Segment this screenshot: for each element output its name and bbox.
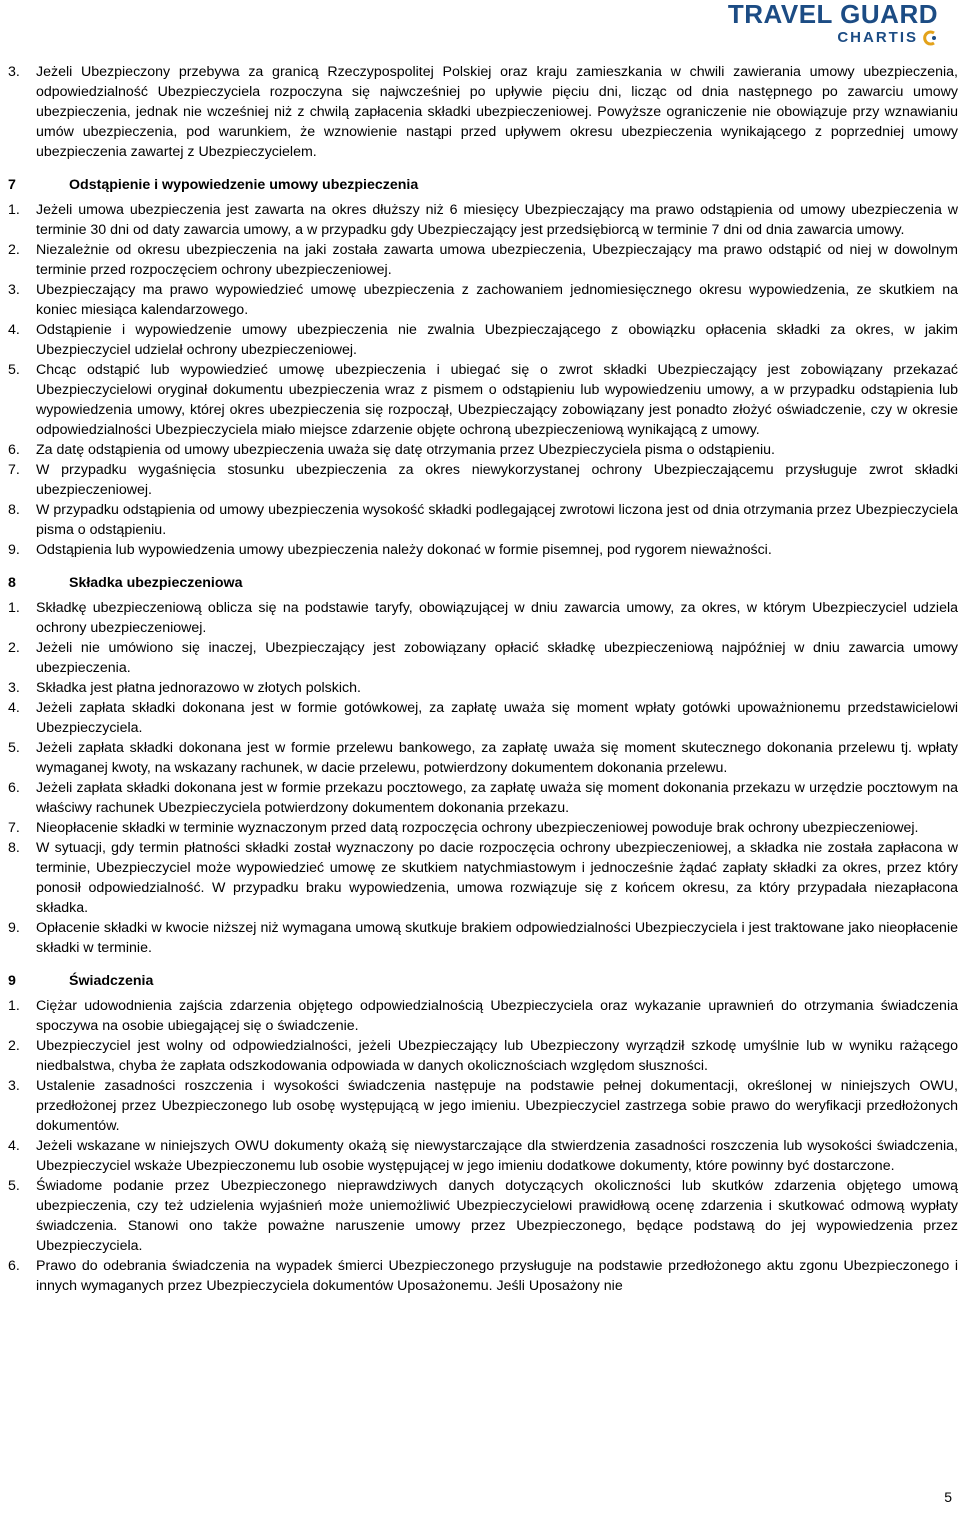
item-text: Ubezpieczyciel jest wolny od odpowiedzialności, jeżeli Ubezpieczający lub Ubezpieczony wyrządził szkodę umyślnie lub w wyniku rażącego niedbalstwa, chyba że zapłata odszkodowania odpowiada w danych okolicznościach względom słuszności. [36,1038,958,1074]
logo-subtitle-row [837,30,938,46]
item-number: 2. [8,242,20,258]
section-title: Składka ubezpieczeniowa [69,575,243,591]
item-text: Chcąc odstąpić lub wypowiedzieć umowę ubezpieczenia i ubiegać się o zwrot składki Ubezpieczający jest zobowiązany przekazać Ubezpieczycielowi oryginał dokumentu ubezpieczenia wraz z pismem o odstąpieniu lub wypowiedzeniu umowy, a w przypadku odstąpienia lub wypowiedzenia umowy, której okres ubezpieczenia się rozpoczął, Ubezpieczający zobowiązany jest ponadto złożyć oświadczenie, czy w okresie odpowiedzialności Ubezpieczyciela miało miejsce zdarzenie objęte ochroną ubezpieczeniową wynikającą z umowy. [36,362,958,438]
item-text: Odstąpienie i wypowiedzenie umowy ubezpieczenia nie zwalnia Ubezpieczającego z obowiązku opłacenia składki za okres, w jakim Ubezpieczyciel udzielał ochrony ubezpieczeniowej. [36,322,958,358]
item-text: Jeżeli umowa ubezpieczenia jest zawarta na okres dłuższy niż 6 miesięcy Ubezpieczający ma prawo odstąpienia od umowy ubezpieczenia w terminie 30 dni od daty zawarcia umowy, a w przypadku gdy Ubezpieczający jest przedsiębiorcą w terminie 7 dni od dnia zawarcia umowy. [36,202,958,238]
section-title: Świadczenia [69,973,154,989]
list-item [8,638,958,678]
list-item [8,540,958,560]
list-item [8,240,958,280]
item-text: Jeżeli zapłata składki dokonana jest w formie przekazu pocztowego, za zapłatę uważa się moment dokonania przekazu w urzędzie pocztowym na właściwy rachunek Ubezpieczyciela potwierdzony dokumentem dokonania przekazu. [36,780,958,816]
item-text: Za datę odstąpienia od umowy ubezpieczenia uważa się datę otrzymania przez Ubezpieczyciela pisma o odstąpieniu. [36,442,775,458]
section-number: 9 [8,973,16,989]
list-item [8,500,958,540]
item-number: 1. [8,998,20,1014]
item-text: Prawo do odebrania świadczenia na wypadek śmierci Ubezpieczonego przysługuje na podstawie przedłożonego aktu zgonu Ubezpieczonego i innych wymaganych przez Ubezpieczyciela dokumentów Uposażonemu. Jeśli Uposażony nie [36,1258,958,1294]
document-body [8,62,958,1296]
list-item [8,1176,958,1256]
list-item [8,778,958,818]
item-text: Ubezpieczający ma prawo wypowiedzieć umowę ubezpieczenia z zachowaniem jednomiesięcznego okresu wypowiedzenia, ze skutkiem na koniec miesiąca kalendarzowego. [36,282,958,318]
item-text: Jeżeli nie umówiono się inaczej, Ubezpieczający jest zobowiązany opłacić składkę ubezpieczeniową najpóźniej w dniu zawarcia umowy ubezpieczenia. [36,640,958,676]
list-item [8,320,958,360]
list-item [8,1256,958,1296]
list-item [8,918,958,958]
item-text: Ciężar udowodnienia zajścia zdarzenia objętego odpowiedzialnością Ubezpieczyciela oraz wykazanie uprawnień do otrzymania świadczenia spoczywa na osobie ubiegającej się o świadczenie. [36,998,958,1034]
list-item [8,818,958,838]
item-number: 3. [8,64,20,80]
page-number: 5 [944,1489,952,1505]
list-item [8,598,958,638]
section-title: Odstąpienie i wypowiedzenie umowy ubezpieczenia [69,177,419,193]
item-text: W sytuacji, gdy termin płatności składki został wyznaczony po dacie rozpoczęcia ochrony ubezpieczeniowej, a składka nie została zapłacona w terminie, Ubezpieczyciel może wypowiedzieć umowę ze skutkiem natychmiastowym i jednocześnie żądać zapłaty składki za okres, przez który ponosił odpowiedzialność. W przypadku braku wypowiedzenia, umowa rozwiązuje się z końcem okresu, za który przypadała niezapłacona składka. [36,840,958,916]
list-item [8,838,958,918]
item-text: Jeżeli zapłata składki dokonana jest w formie przelewu bankowego, za zapłatę uważa się moment skutecznego dokonania przelewu tj. wpłaty wymaganej kwoty, na wskazany rachunek, w dacie przelewu, potwierdzony dokumentem dokonania przelewu. [36,740,958,776]
item-number: 4. [8,700,20,716]
item-number: 7. [8,820,20,836]
list-item [8,698,958,738]
logo-title: TRAVEL GUARD [727,0,938,29]
item-text: Ustalenie zasadności roszczenia i wysokości świadczenia następuje na podstawie pełnej dokumentacji, określonej w niniejszych OWU, przedłożonej przez Ubezpieczonego lub osobę występującą w jego imieniu. Ubezpieczyciel zastrzega sobie prawo do weryfikacji przedłożonych dokumentów. [36,1078,958,1134]
item-number: 3. [8,1078,20,1094]
section-heading [8,573,958,593]
item-number: 3. [8,282,20,298]
list-item [8,460,958,500]
list-item [8,360,958,440]
item-text: Jeżeli zapłata składki dokonana jest w formie gotówkowej, za zapłatę uważa się moment wpłaty gotówki upoważnionemu przedstawicielowi Ubezpieczyciela. [36,700,958,736]
item-number: 9. [8,920,20,936]
list-item [8,996,958,1036]
list-item [8,280,958,320]
chartis-mark-icon [922,30,938,46]
item-text: Jeżeli wskazane w niniejszych OWU dokumenty okażą się niewystarczające dla stwierdzenia zasadności roszczenia lub wysokości świadczenia, Ubezpieczyciel wskaże Ubezpieczonemu lub osobie występującej w jego imieniu dodatkowe dokumenty, które powinny być dostarczone. [36,1138,958,1174]
list-item [8,440,958,460]
item-number: 6. [8,780,20,796]
logo-subtitle: CHARTIS [837,29,918,46]
intro-item [8,62,958,162]
list-item [8,200,958,240]
item-number: 6. [8,442,20,458]
item-text: Nieopłacenie składki w terminie wyznaczonym przed datą rozpoczęcia ochrony ubezpieczeniowej powoduje brak ochrony ubezpieczeniowej. [36,820,919,836]
sections-container [8,175,958,1296]
item-number: 8. [8,502,20,518]
travel-guard-logo [728,0,938,48]
item-text: Składka jest płatna jednorazowo w złotych polskich. [36,680,361,696]
list-item [8,1076,958,1136]
item-text: Świadome podanie przez Ubezpieczonego nieprawdziwych danych dotyczących okoliczności lub skutków zdarzenia objętego umową ubezpieczenia, czy też udzielenia wyjaśnień może uniemożliwić Ubezpieczycielowi prawidłową ocenę zdarzenia i skutkować odmową wypłaty świadczenia. Stanowi ono także poważne naruszenie umowy przez Ubezpieczonego, będące podstawą do jej wypowiedzenia przez Ubezpieczyciela. [36,1178,958,1254]
item-text: W przypadku wygaśnięcia stosunku ubezpieczenia za okres niewykorzystanej ochrony Ubezpieczającemu przysługuje zwrot składki ubezpieczeniowej. [36,462,958,498]
item-number: 5. [8,740,20,756]
item-number: 8. [8,840,20,856]
list-item [8,1136,958,1176]
item-number: 3. [8,680,20,696]
item-number: 1. [8,202,20,218]
item-number: 2. [8,1038,20,1054]
item-number: 5. [8,1178,20,1194]
item-number: 4. [8,1138,20,1154]
item-number: 6. [8,1258,20,1274]
item-text: Jeżeli Ubezpieczony przebywa za granicą Rzeczypospolitej Polskiej oraz kraju zamieszkania w chwili zawierania umowy ubezpieczenia, odpowiedzialność Ubezpieczyciela rozpoczyna się najwcześniej po upływie pięciu dni, licząc od dnia następnego po zawarciu umowy ubezpieczenia, jednak nie wcześniej niż z chwilą zapłacenia składki ubezpieczeniowej. Powyższe ograniczenie nie obowiązuje przy wznawianiu umów ubezpieczenia, pod warunkiem, że wznowienie nastąpi przed upływem okresu ubezpieczenia wynikającego z poprzedniej umowy ubezpieczenia zawartej z Ubezpieczycielem. [36,64,958,160]
item-number: 7. [8,462,20,478]
section-heading [8,971,958,991]
item-number: 1. [8,600,20,616]
list-item [8,738,958,778]
item-text: W przypadku odstąpienia od umowy ubezpieczenia wysokość składki podlegającej zwrotowi liczona jest od dnia otrzymania przez Ubezpieczyciela pisma o odstąpieniu. [36,502,958,538]
item-text: Niezależnie od okresu ubezpieczenia na jaki została zawarta umowa ubezpieczenia, Ubezpieczający ma prawo odstąpić od niej w dowolnym terminie przed rozpoczęciem ochrony ubezpieczeniowej. [36,242,958,278]
section-number: 7 [8,177,16,193]
item-text: Składkę ubezpieczeniową oblicza się na podstawie taryfy, obowiązującej w dniu zawarcia umowy, za okres, w którym Ubezpieczyciel udziela ochrony ubezpieczeniowej. [36,600,958,636]
item-number: 9. [8,542,20,558]
item-text: Odstąpienia lub wypowiedzenia umowy ubezpieczenia należy dokonać w formie pisemnej, pod rygorem nieważności. [36,542,772,558]
section-number: 8 [8,575,16,591]
item-number: 5. [8,362,20,378]
item-text: Opłacenie składki w kwocie niższej niż wymagana umową skutkuje brakiem odpowiedzialności Ubezpieczyciela i jest traktowane jako nieopłacenie składki w terminie. [36,920,958,956]
list-item [8,1036,958,1076]
list-item [8,678,958,698]
section-heading [8,175,958,195]
item-number: 2. [8,640,20,656]
item-number: 4. [8,322,20,338]
